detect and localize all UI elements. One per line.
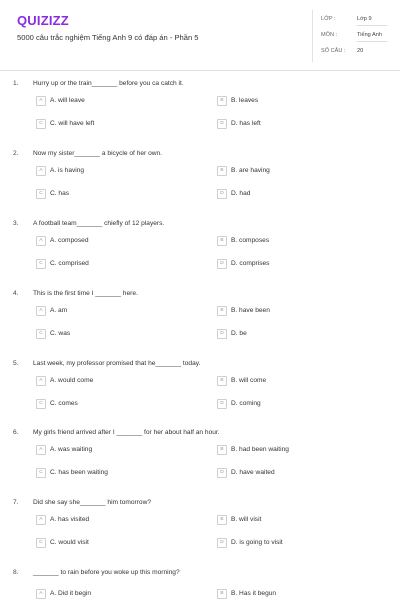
option-letter-box: B — [217, 166, 227, 176]
option-text: C. was — [50, 330, 71, 337]
question-4 — [0, 290, 400, 352]
question-text: Hurry up or the train_______ before you ca catch it. — [33, 80, 184, 87]
option-text: D. be — [231, 330, 247, 337]
option-text: D. had — [231, 190, 251, 197]
option-letter-box: A — [36, 515, 46, 525]
option-text: A. Did it begin — [50, 590, 92, 597]
question-5 — [0, 360, 400, 422]
meta-label: LỚP : — [321, 16, 336, 22]
option-letter-box: D — [217, 329, 227, 339]
option-letter-box: A — [36, 589, 46, 599]
option-text: D. is going to visit — [231, 539, 283, 546]
question-number: 7. — [13, 499, 19, 506]
meta-row-count — [321, 48, 391, 62]
option-letter-box: C — [36, 399, 46, 409]
question-text: Now my sister_______ a bicycle of her own. — [33, 150, 163, 157]
option-text: D. has left — [231, 120, 261, 127]
meta-divider — [357, 25, 387, 26]
question-text: Did she say she_______ him tomorrow? — [33, 499, 152, 506]
question-number: 3. — [13, 220, 19, 227]
option-text: C. has — [50, 190, 70, 197]
question-text: _______ to rain before you woke up this morning? — [33, 569, 180, 576]
option-text: A. am — [50, 307, 68, 314]
option-letter-box: B — [217, 515, 227, 525]
worksheet-header — [0, 0, 400, 71]
meta-divider — [357, 41, 387, 42]
option-letter-box: D — [217, 468, 227, 478]
meta-label: MÔN : — [321, 32, 338, 38]
option-letter-box: A — [36, 306, 46, 316]
option-letter-box: B — [217, 589, 227, 599]
option-text: A. will leave — [50, 97, 85, 104]
option-letter-box: A — [36, 376, 46, 386]
meta-info-box — [312, 10, 391, 62]
option-text: B. had been waiting — [231, 446, 289, 453]
question-text: Last week, my professor promised that he_______ today. — [33, 360, 201, 367]
option-letter-box: C — [36, 189, 46, 199]
option-text: A. composed — [50, 237, 89, 244]
question-2 — [0, 150, 400, 212]
question-number: 5. — [13, 360, 19, 367]
question-1 — [0, 80, 400, 142]
quizizz-logo: QUIZIZZ — [17, 13, 69, 28]
question-number: 1. — [13, 80, 19, 87]
option-text: B. composes — [231, 237, 270, 244]
meta-row-subject — [321, 32, 391, 46]
option-letter-box: B — [217, 96, 227, 106]
option-letter-box: C — [36, 259, 46, 269]
question-6 — [0, 429, 400, 491]
option-text: B. Has it begun — [231, 590, 277, 597]
option-text: A. would come — [50, 377, 94, 384]
option-letter-box: D — [217, 119, 227, 129]
option-text: C. comes — [50, 400, 78, 407]
option-letter-box: B — [217, 376, 227, 386]
question-text: My girls friend arrived after I _______ for her about half an hour. — [33, 429, 220, 436]
page-title: 5000 câu trắc nghiệm Tiếng Anh 9 có đáp án - Phần 5 — [17, 33, 199, 42]
option-letter-box: B — [217, 236, 227, 246]
option-text: B. will visit — [231, 516, 262, 523]
option-text: A. is having — [50, 167, 85, 174]
option-text: C. will have left — [50, 120, 95, 127]
question-number: 6. — [13, 429, 19, 436]
option-letter-box: A — [36, 445, 46, 455]
question-7 — [0, 499, 400, 561]
option-text: A. was waiting — [50, 446, 93, 453]
option-text: D. have waited — [231, 469, 275, 476]
meta-value: Tiếng Anh — [357, 32, 382, 38]
option-letter-box: D — [217, 399, 227, 409]
option-letter-box: C — [36, 468, 46, 478]
option-text: A. has visited — [50, 516, 90, 523]
option-text: B. leaves — [231, 97, 259, 104]
option-letter-box: D — [217, 538, 227, 548]
meta-label: SỐ CÂU : — [321, 48, 346, 54]
option-letter-box: A — [36, 236, 46, 246]
question-number: 4. — [13, 290, 19, 297]
option-letter-box: C — [36, 329, 46, 339]
option-text: D. coming — [231, 400, 261, 407]
question-text: This is the first time I _______ here. — [33, 290, 138, 297]
option-text: C. would visit — [50, 539, 89, 546]
option-text: B. are having — [231, 167, 270, 174]
question-number: 2. — [13, 150, 19, 157]
option-letter-box: A — [36, 166, 46, 176]
option-text: D. comprises — [231, 260, 270, 267]
option-letter-box: D — [217, 189, 227, 199]
option-letter-box: C — [36, 538, 46, 548]
option-text: B. will come — [231, 377, 267, 384]
option-letter-box: C — [36, 119, 46, 129]
question-text: A football team_______ chiefly of 12 players. — [33, 220, 165, 227]
option-letter-box: A — [36, 96, 46, 106]
meta-value: Lớp 9 — [357, 16, 372, 22]
option-letter-box: B — [217, 306, 227, 316]
option-text: C. has been waiting — [50, 469, 108, 476]
question-3 — [0, 220, 400, 282]
question-number: 8. — [13, 569, 19, 576]
option-text: B. have been — [231, 307, 270, 314]
option-letter-box: B — [217, 445, 227, 455]
question-8 — [0, 569, 400, 600]
option-letter-box: D — [217, 259, 227, 269]
option-text: C. comprised — [50, 260, 89, 267]
meta-row-class — [321, 16, 391, 30]
meta-value: 20 — [357, 48, 364, 54]
